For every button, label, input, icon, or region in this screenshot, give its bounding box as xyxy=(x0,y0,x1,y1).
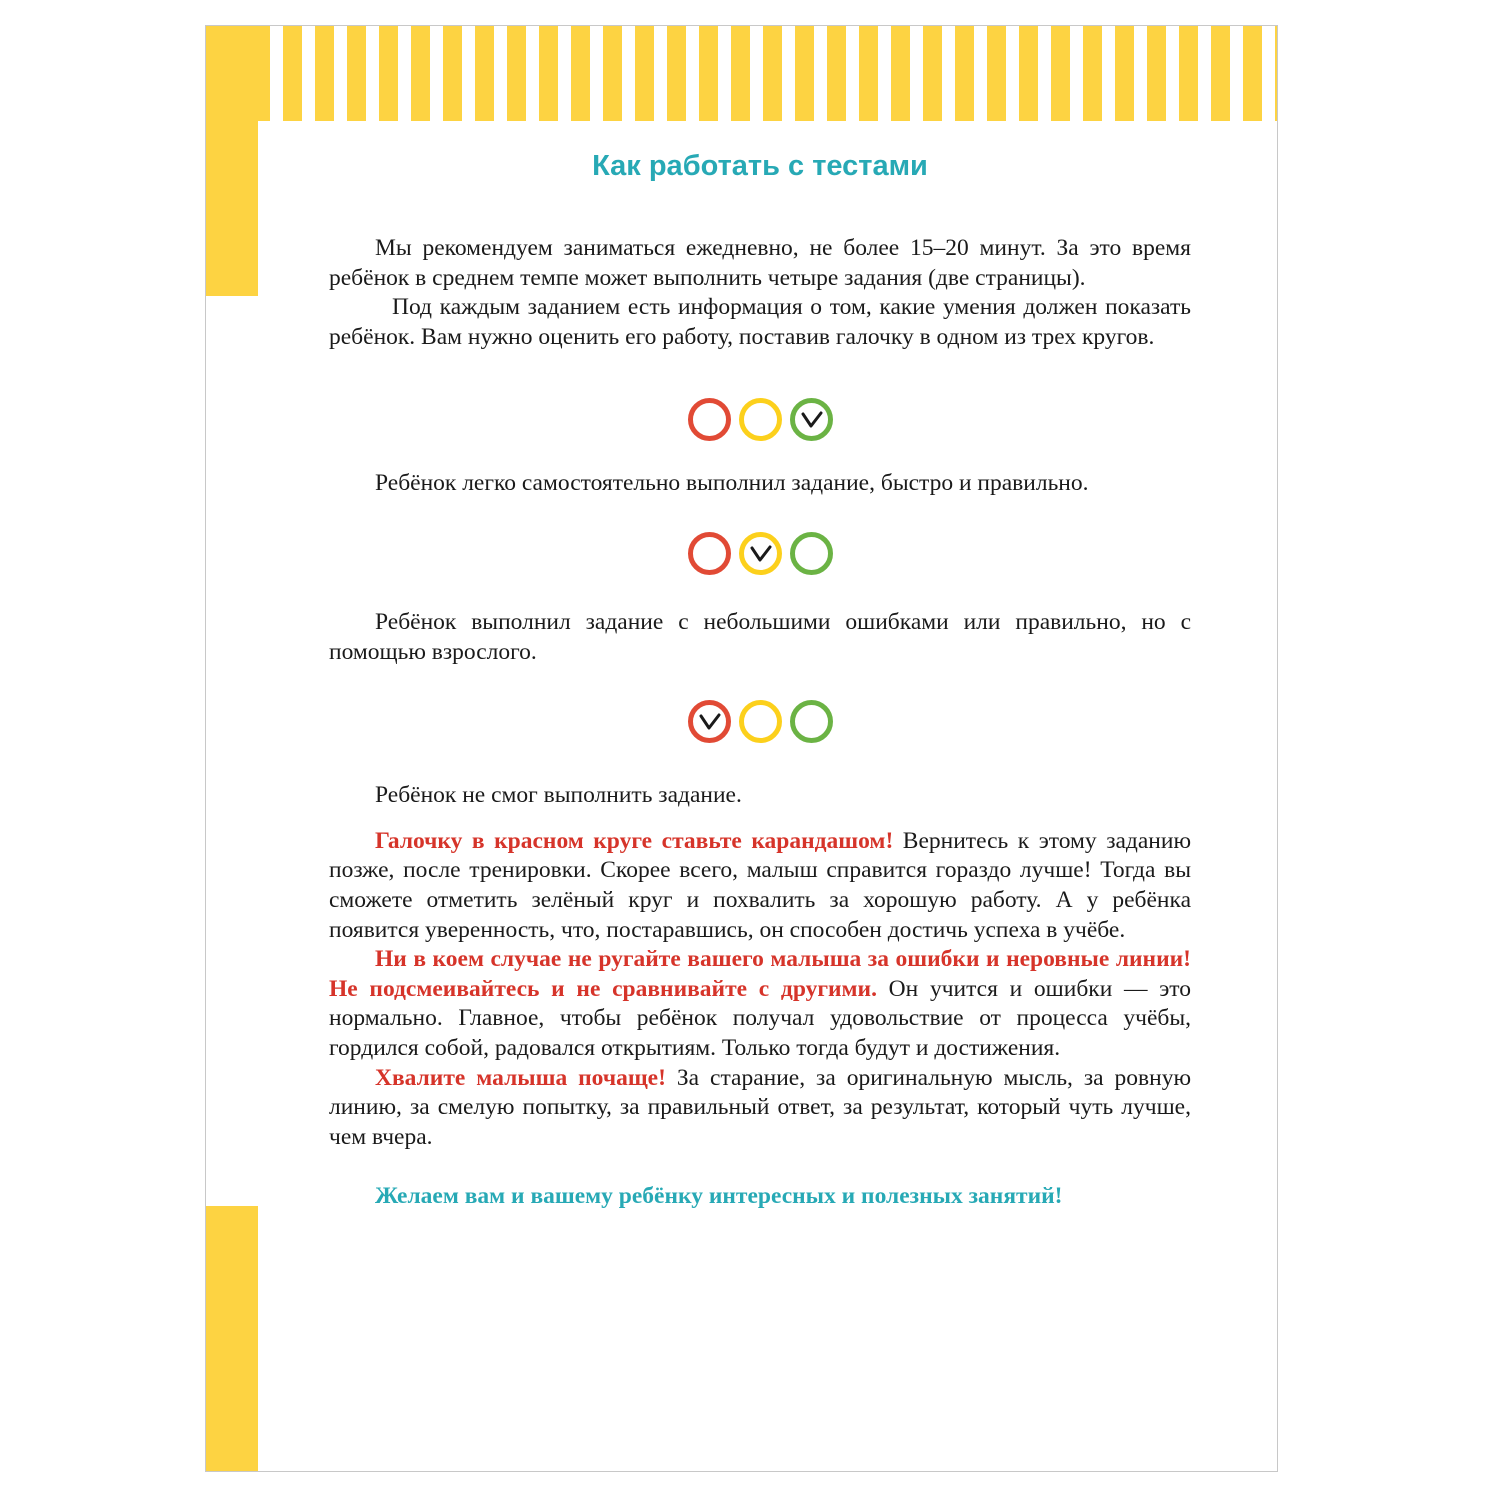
rating-example-green xyxy=(329,398,1191,441)
advice-text-1: Вернитесь к этому заданию позже, после тренировки. Скорее всего, малыш справится гораздо лучше! Тогда вы сможете отметить зелёный круг и похвалить за хорошую работу. А у ребёнка появится уверенность, что, постаравшись, он способен достичь успеха в учёбе. xyxy=(329,827,1192,943)
green-circle xyxy=(790,398,833,441)
content xyxy=(329,146,1191,1212)
rating-example-yellow xyxy=(329,532,1191,575)
advice-paragraph-3 xyxy=(329,1064,1191,1153)
red-circle xyxy=(688,398,731,441)
advice-text-2: Он учится и ошибки — это нормально. Главное, чтобы ребёнок получал удовольствие от процесса учёбы, гордился собой, радовался открытиям. Только тогда будут и достижения. xyxy=(329,975,1191,1061)
rating-description-green: Ребёнок легко самостоятельно выполнил задание, быстро и правильно. xyxy=(375,470,1089,497)
green-circle xyxy=(790,532,833,575)
red-circle xyxy=(688,700,731,743)
checkmark-icon xyxy=(800,409,824,431)
advice-highlight-2: Ни в коем случае не ругайте вашего малыша за ошибки и неровные линии! Не подсмеивайтесь и не сравнивайте с другими. xyxy=(329,946,1191,1002)
side-bar-top-decoration xyxy=(206,26,258,296)
checkmark-icon xyxy=(749,543,773,565)
page-title: Как работать с тестами xyxy=(592,150,928,182)
page xyxy=(205,25,1278,1472)
intro-paragraph-2: Под каждым заданием есть информация о том, какие умения должен показать ребёнок. Вам нужно оценить его работу, поставив галочку в одном из трех кругов. xyxy=(329,294,1191,350)
advice-highlight-1: Галочку в красном круге ставьте карандашом! xyxy=(375,827,894,854)
advice-paragraph-1 xyxy=(329,827,1191,945)
advice-text-3: За старание, за оригинальную мысль, за ровную линию, за смелую попытку, за правильный ответ, за результат, который чуть лучше, чем вчера. xyxy=(329,1064,1192,1150)
green-circle xyxy=(790,700,833,743)
checkmark-icon xyxy=(698,711,722,733)
advice-paragraph-2 xyxy=(329,945,1191,1063)
yellow-circle xyxy=(739,700,782,743)
side-bar-bottom-decoration xyxy=(206,1206,258,1472)
top-stripe-decoration xyxy=(206,26,1277,121)
closing-wish: Желаем вам и вашему ребёнку интересных и полезных занятий! xyxy=(375,1183,1063,1210)
rating-description-yellow: Ребёнок выполнил задание с небольшими ошибками или правильно, но с помощью взрослого. xyxy=(329,608,1191,665)
advice-highlight-3: Хвалите малыша почаще! xyxy=(375,1064,666,1091)
rating-example-red xyxy=(329,700,1191,743)
red-circle xyxy=(688,532,731,575)
yellow-circle xyxy=(739,398,782,441)
yellow-circle xyxy=(739,532,782,575)
rating-description-red: Ребёнок не смог выполнить задание. xyxy=(375,782,742,809)
intro-paragraph-1: Мы рекомендуем заниматься ежедневно, не более 15–20 минут. За это время ребёнок в среднем темпе может выполнить четыре задания (две страницы). xyxy=(329,235,1191,291)
